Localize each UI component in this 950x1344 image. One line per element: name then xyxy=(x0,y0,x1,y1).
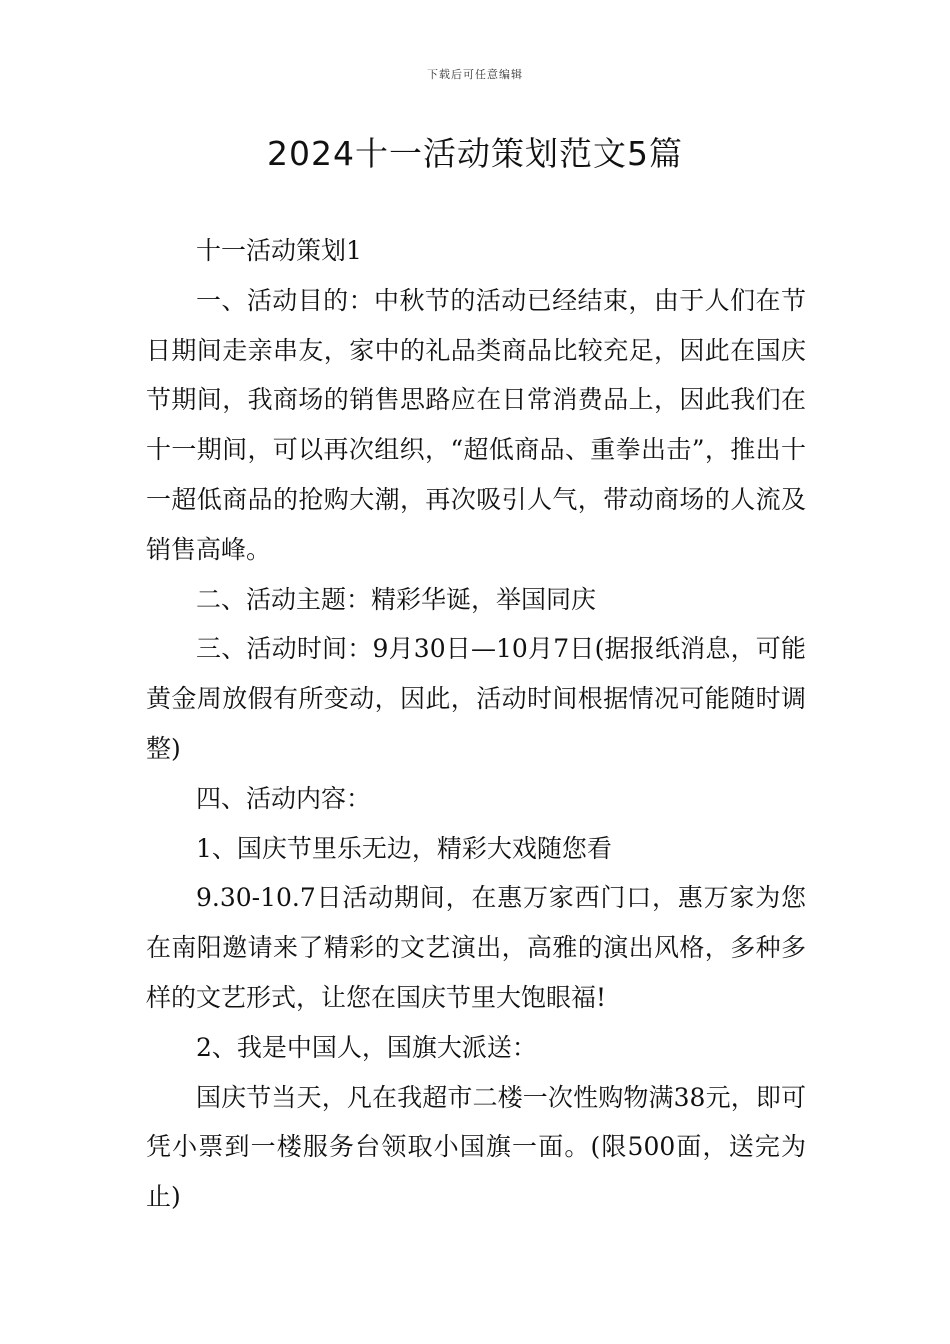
paragraph-item-2-title: 2、我是中国人，国旗大派送： xyxy=(196,1032,537,1062)
paragraph-time: 三、活动时间：9月30日—10月7日(据报纸消息，可能黄金周放假有所变动，因此，活动时间根据情况可能随时调整) xyxy=(146,634,806,763)
document-body xyxy=(146,226,806,1222)
paragraph-theme: 二、活动主题：精彩华诞，举国同庆 xyxy=(196,584,597,614)
document-title: 2024十一活动策划范文5篇 xyxy=(267,134,683,173)
paragraph-item-1-body: 9.30-10.7日活动期间，在惠万家西门口，惠万家为您在南阳邀请来了精彩的文艺演出，高雅的演出风格，多种多样的文艺形式，让您在国庆节里大饱眼福! xyxy=(146,883,806,1012)
paragraph-content-heading: 四、活动内容： xyxy=(196,783,372,813)
paragraph-item-1-title: 1、国庆节里乐无边，精彩大戏随您看 xyxy=(196,833,612,863)
header-note: 下载后可任意编辑 xyxy=(427,68,523,81)
paragraph-purpose: 一、活动目的：中秋节的活动已经结束，由于人们在节日期间走亲串友，家中的礼品类商品比较充足，因此在国庆节期间，我商场的销售思路应在日常消费品上，因此我们在十一期间，可以再次组织，“超低商品、重拳出击”，推出十一超低商品的抢购大潮，再次吸引人气，带动商场的人流及销售高峰。 xyxy=(146,285,806,564)
section-heading: 十一活动策划1 xyxy=(196,236,362,265)
paragraph-item-2-body: 国庆节当天，凡在我超市二楼一次性购物满38元，即可凭小票到一楼服务台领取小国旗一面。(限500面，送完为止) xyxy=(146,1082,806,1212)
